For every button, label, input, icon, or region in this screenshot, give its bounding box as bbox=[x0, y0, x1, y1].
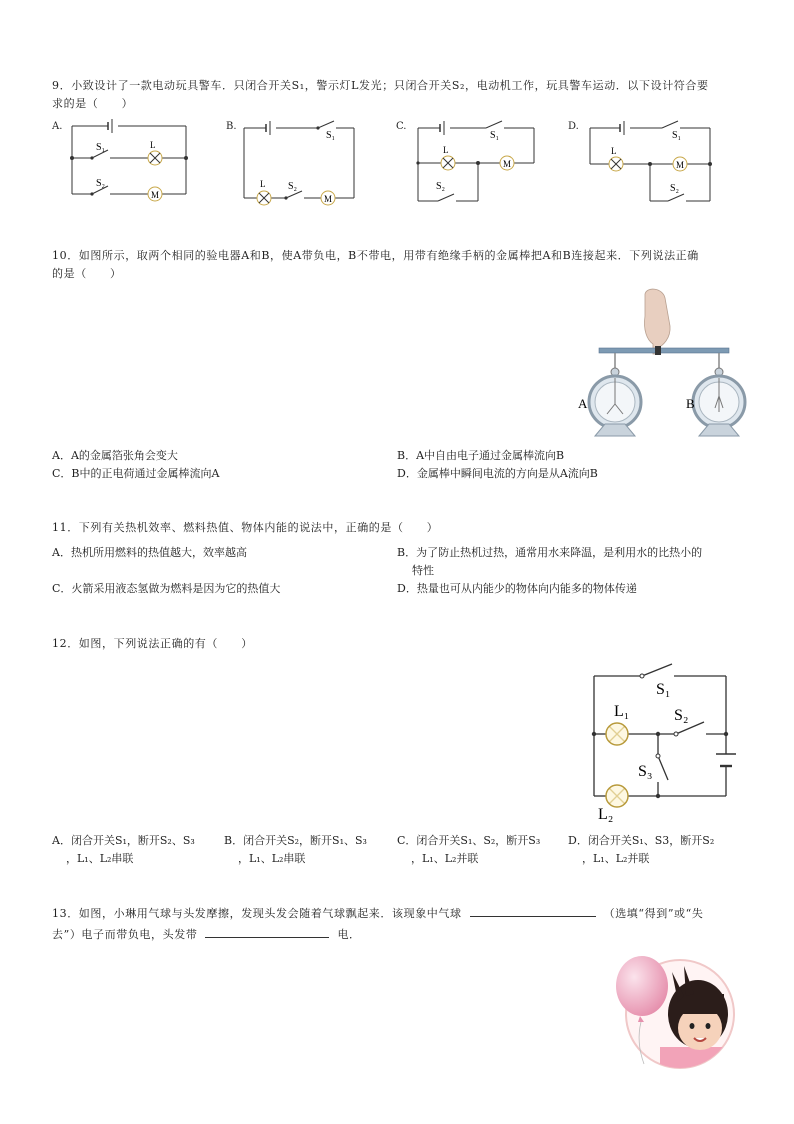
q12-l1-label: L₁ bbox=[614, 703, 630, 720]
q10-stem-line1: 10．如图所示，取两个相同的验电器A和B，使A带负电，B不带电，用带有绝缘手柄的金属棒把A和B连接起来．下列说法正确 bbox=[52, 249, 699, 262]
q11-option-d[interactable]: D．热量也可从内能少的物体向内能多的物体传递 bbox=[397, 582, 637, 595]
q12-option-d-cont: ，L₁、L₂并联 bbox=[582, 852, 650, 865]
q10-option-c[interactable]: C．B中的正电荷通过金属棒流向A bbox=[52, 467, 220, 480]
q9c-s1-label: S₁ bbox=[490, 130, 500, 141]
q10-option-d[interactable]: D．金属棒中瞬间电流的方向是从A流向B bbox=[397, 467, 598, 480]
q11-option-a[interactable]: A．热机所用燃料的热值越大，效率越高 bbox=[52, 546, 247, 559]
q9-circuit-c bbox=[408, 116, 543, 211]
q9-circuit-b bbox=[236, 116, 366, 211]
q11-option-c[interactable]: C．火箭采用液态氢做为燃料是因为它的热值大 bbox=[52, 582, 281, 595]
q13-balloon-photo bbox=[610, 952, 742, 1070]
q13-stem-line2 bbox=[52, 925, 752, 944]
metal-rod bbox=[599, 348, 729, 353]
q9b-motor-label: M bbox=[324, 194, 333, 204]
q12-option-a[interactable]: A．闭合开关S₁，断开S₂、S₃ bbox=[52, 834, 195, 847]
q13-stem-line1 bbox=[52, 904, 752, 923]
q12-stem: 12．如图，下列说法正确的有（ ） bbox=[52, 637, 253, 650]
q9c-s2-label: S₂ bbox=[436, 181, 446, 192]
q13-blank-2[interactable] bbox=[205, 925, 329, 938]
q12-s3-label: S₃ bbox=[638, 763, 653, 780]
q9d-lamp-label: L bbox=[611, 146, 617, 156]
q9-option-a-label: A. bbox=[52, 121, 63, 132]
q12-s1-label: S₁ bbox=[656, 681, 671, 698]
q13-stem-part4: 电． bbox=[337, 928, 361, 941]
q13-stem-part3: 去”）电子而带负电，头发带 bbox=[52, 928, 198, 941]
q10-stem-line2: 的是（ ） bbox=[52, 267, 122, 280]
q9b-lamp-label: L bbox=[260, 179, 266, 189]
q13-stem-part2: （选填“得到”或“失 bbox=[603, 907, 704, 920]
q9d-s2-label: S₂ bbox=[670, 183, 680, 194]
q13-blank-1[interactable] bbox=[470, 904, 596, 917]
electroscope-a-label: A bbox=[578, 396, 588, 411]
q9-stem-line1: 9．小致设计了一款电动玩具警车．只闭合开关S₁，警示灯L发光；只闭合开关S₂，电动机工作，玩具警车运动．以下设计符合要 bbox=[52, 79, 709, 92]
q12-option-c[interactable]: C．闭合开关S₁、S₂，断开S₃ bbox=[397, 834, 541, 847]
q9-option-b-label: B. bbox=[226, 121, 237, 132]
q9d-motor-label: M bbox=[676, 160, 685, 170]
q9a-lamp-label: L bbox=[150, 140, 156, 150]
q12-option-b-cont: ，L₁、L₂串联 bbox=[238, 852, 306, 865]
q12-option-c-cont: ，L₁、L₂并联 bbox=[411, 852, 479, 865]
q9c-lamp-label: L bbox=[443, 145, 449, 155]
q13-stem-part1: 13．如图，小琳用气球与头发摩擦，发现头发会随着气球飘起来．该现象中气球 bbox=[52, 907, 462, 920]
q9b-s1-label: S₁ bbox=[326, 130, 336, 141]
q9d-s1-label: S₁ bbox=[672, 130, 682, 141]
q9-option-d-label: D. bbox=[568, 121, 579, 132]
q11-option-b-cont: 特性 bbox=[412, 564, 434, 577]
q12-l2-label: L₂ bbox=[598, 806, 614, 823]
q9-circuit-d bbox=[580, 116, 715, 211]
q9a-s1-label: S₁ bbox=[96, 142, 106, 153]
q9a-s2-label: S₂ bbox=[96, 178, 106, 189]
q9b-s2-label: S₂ bbox=[288, 181, 298, 192]
q9-circuit-a bbox=[62, 116, 192, 206]
q9a-motor-label: M bbox=[151, 190, 160, 200]
q12-option-d[interactable]: D．闭合开关S₁、S3，断开S₂ bbox=[568, 834, 715, 847]
q10-option-b[interactable]: B．A中自由电子通过金属棒流向B bbox=[397, 449, 565, 462]
q11-option-b[interactable]: B．为了防止热机过热，通常用水来降温，是利用水的比热小的 bbox=[397, 546, 703, 559]
balloon-icon bbox=[616, 956, 668, 1016]
q9-stem-line2: 求的是（ ） bbox=[52, 97, 134, 110]
hand-icon bbox=[644, 289, 670, 354]
q10-option-a[interactable]: A．A的金属箔张角会变大 bbox=[52, 449, 178, 462]
q10-electroscope-figure bbox=[575, 286, 755, 446]
q12-circuit-figure bbox=[588, 656, 748, 826]
q11-stem: 11．下列有关热机效率、燃料热值、物体内能的说法中，正确的是（ ） bbox=[52, 521, 439, 534]
q12-option-b[interactable]: B．闭合开关S₂，断开S₁、S₃ bbox=[224, 834, 367, 847]
electroscope-b-label: B bbox=[686, 396, 695, 411]
q12-s2-label: S₂ bbox=[674, 707, 689, 724]
q9c-motor-label: M bbox=[503, 159, 512, 169]
q12-option-a-cont: ，L₁、L₂串联 bbox=[66, 852, 134, 865]
q9-option-c-label: C. bbox=[396, 121, 407, 132]
